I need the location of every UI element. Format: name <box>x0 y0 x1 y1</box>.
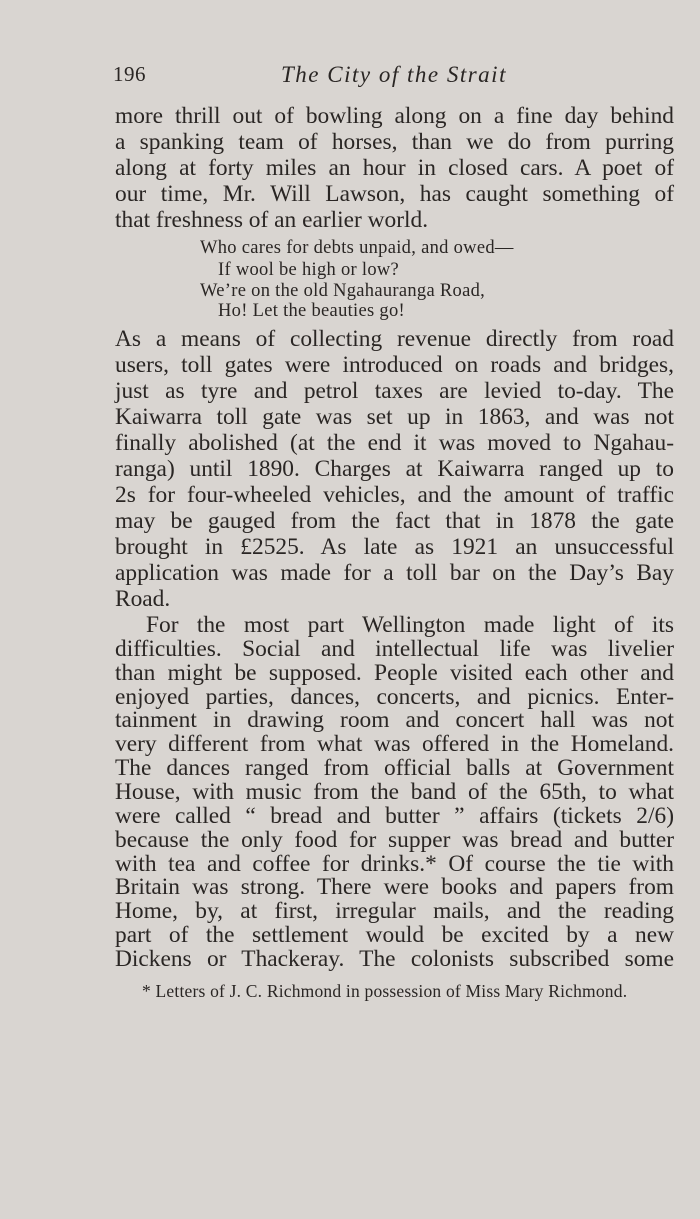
text-line: very different from what was offered in the Homeland. <box>115 731 674 758</box>
text-line: Dickens or Thackeray. The colonists subscribed some <box>115 946 674 972</box>
text-line: Home, by, at first, irregular mails, and the reading <box>115 898 674 925</box>
verse-line: If wool be high or low? <box>218 260 400 280</box>
text-line: ranga) until 1890. Charges at Kaiwarra ranged up to <box>115 456 674 482</box>
text-line: 2s for four-wheeled vehicles, and the amount of traffic <box>115 482 674 508</box>
text-line: users, toll gates were introduced on roads and bridges, <box>115 352 674 378</box>
text-line: Britain was strong. There were books and papers from <box>115 874 674 901</box>
text-line: enjoyed parties, dances, concerts, and picnics. Enter- <box>115 683 674 710</box>
text-line: our time, Mr. Will Lawson, has caught something of <box>115 181 674 207</box>
text-line: than might be supposed. People visited each other and <box>115 659 674 686</box>
verse-line: We’re on the old Ngahauranga Road, <box>200 281 486 301</box>
text-line: finally abolished (at the end it was moved to Ngahau- <box>115 430 674 456</box>
verse-line: Ho! Let the beauties go! <box>218 301 405 321</box>
page-number: 196 <box>113 62 146 86</box>
text-line: with tea and coffee for drinks.* Of course the tie with <box>115 850 674 877</box>
text-line: For the most part Wellington made light of its <box>146 612 674 638</box>
text-line: that freshness of an earlier world. <box>115 207 429 233</box>
text-line: part of the settlement would be excited by a new <box>115 922 674 949</box>
text-line: Kaiwarra toll gate was set up in 1863, and was not <box>115 404 674 430</box>
verse-line: Who cares for debts unpaid, and owed— <box>200 238 514 258</box>
running-title: The City of the Strait <box>281 62 507 87</box>
text-line: just as tyre and petrol taxes are levied to-day. The <box>115 378 674 404</box>
text-line: brought in £2525. As late as 1921 an unsuccessful <box>115 534 674 560</box>
text-line: were called “ bread and butter ” affairs (tickets 2/6) <box>115 802 674 829</box>
text-line: House, with music from the band of the 65th, to what <box>115 779 674 805</box>
text-line: tainment in drawing room and concert hall was not <box>115 707 674 734</box>
text-line: along at forty miles an hour in closed cars. A poet of <box>115 155 674 181</box>
text-line: may be gauged from the fact that in 1878 the gate <box>115 508 674 534</box>
text-line: because the only food for supper was bread and butter <box>115 826 674 853</box>
text-line: application was made for a toll bar on the Day’s Bay <box>115 560 674 586</box>
text-line: more thrill out of bowling along on a fine day behind <box>115 103 674 129</box>
text-line: As a means of collecting revenue directly from road <box>115 326 674 352</box>
page-header <box>113 62 675 92</box>
text-line: a spanking team of horses, than we do from purring <box>115 129 674 155</box>
footnote: * Letters of J. C. Richmond in possession of Miss Mary Richmond. <box>142 981 628 1001</box>
text-line: Road. <box>115 586 171 612</box>
text-line: difficulties. Social and intellectual life was livelier <box>115 635 674 662</box>
text-line: The dances ranged from official balls at Government <box>115 755 674 782</box>
